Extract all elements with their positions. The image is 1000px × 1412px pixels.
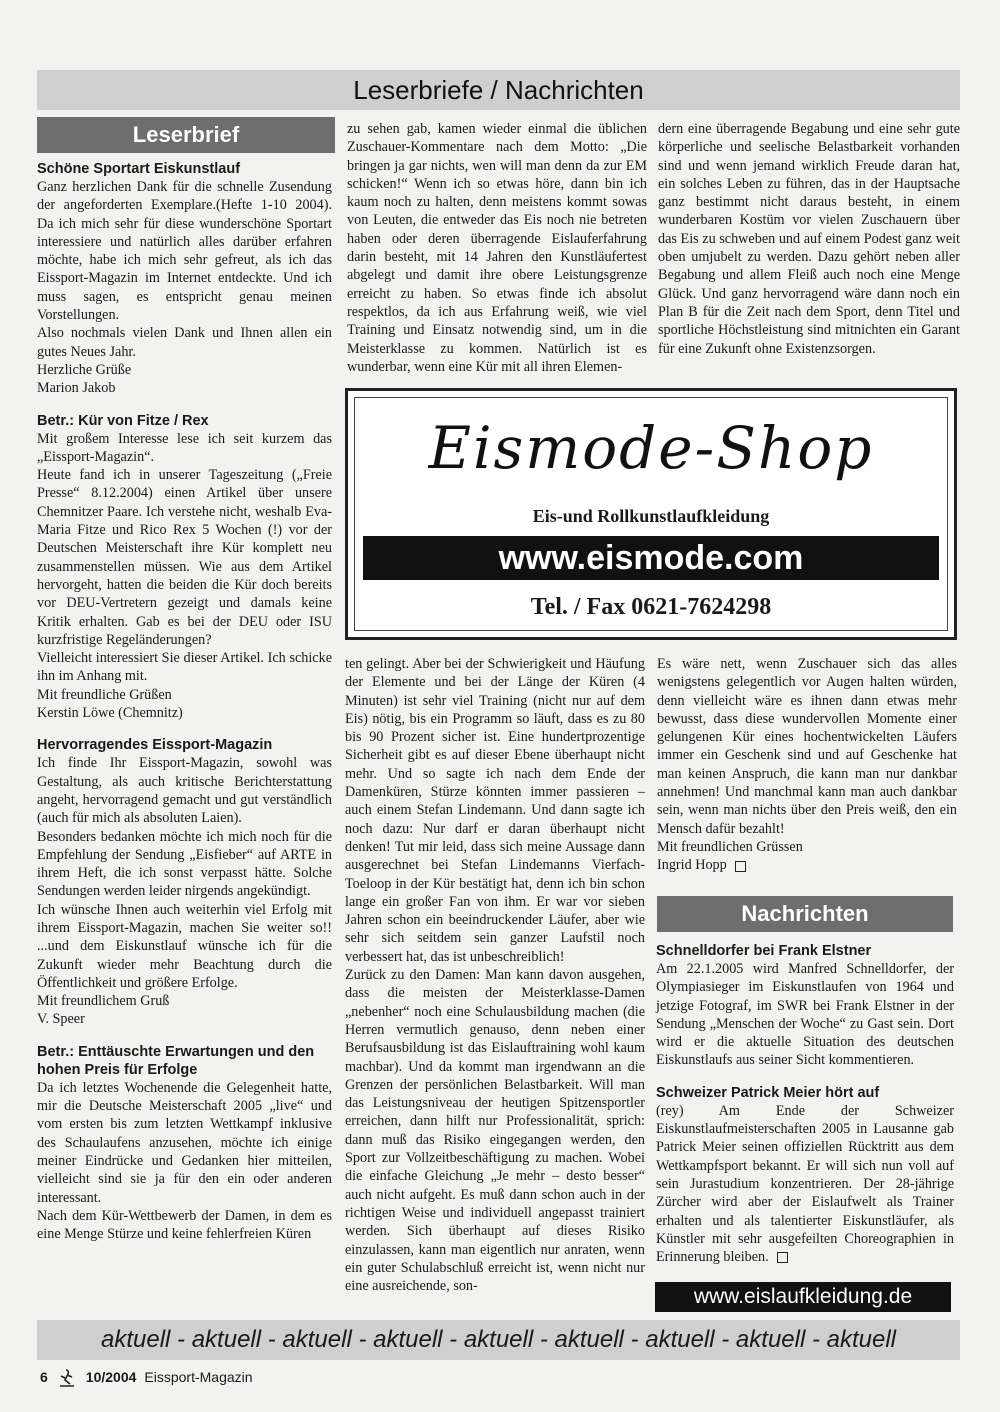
page-footer xyxy=(40,1366,253,1388)
letter-headline: Betr.: Enttäuschte Erwartungen und den hohen Preis für Erfolge xyxy=(37,1043,315,1078)
page-number: 6 xyxy=(40,1369,48,1385)
nachrichten-header: Nachrichten xyxy=(657,896,953,932)
letter-paragraph: Ich wünsche Ihnen auch weiterhin viel Erfolg mit ihrem Eissport-Magazin, machen Sie weiter so!! ...und dem Eiskunstlauf wünsche ich für die Zukunft wieder mehr Beachtung durch die Öffentlichkeit und größere Erfolge. xyxy=(37,901,332,991)
column-leserbrief xyxy=(37,160,332,1243)
letter-paragraph: Also nochmals vielen Dank und Ihnen allen ein gutes Neues Jahr. xyxy=(37,325,332,360)
issue-number: 10/2004 xyxy=(85,1369,137,1385)
ad-telephone: Tel. / Fax 0621-7624298 xyxy=(530,594,772,620)
ad-frame xyxy=(354,397,948,631)
ad-url[interactable]: www.eismode.com xyxy=(363,536,939,580)
news-text: (rey) Am Ende der Schweizer Eiskunstlaufmeisterschaften 2005 in Lausanne gab Patrick Meier seinen offiziellen Rücktritt aus dem Wettkampfsport bekannt. Er will sich nun voll auf sein Jurastudium konzentrieren. Der 28-jährige Zürcher wird aber der Eislaufwelt als Trainer erhalten und als talentierter Eiskunstläufer, als Künstler mit sehr ausgefeilten Choreographien in Erinnerung bleiben. xyxy=(656,1102,954,1266)
news-headline: Schnelldorfer bei Frank Elstner xyxy=(656,943,872,959)
advertisement-eismode xyxy=(345,388,957,640)
letter-paragraph: V. Speer xyxy=(37,1011,85,1028)
letter-paragraph: Nach dem Kür-Wettbewerb der Damen, in dem es eine Menge Stürze und keine fehlerfreien Küren xyxy=(37,1207,332,1243)
letter-continuation-2: dern eine überragende Begabung und eine sehr gute körperliche und seelische Belastbarkeit vorhanden sind und wenn jemand wirklich Freude daran hat, ein solches Leben zu führen, das in der Hauptsache ganz bestimmt nicht daraus besteht, in einem wunderbaren Kostüm vor vielen Zuschauern über das Eis zu schweben und auf einem Podest ganz weit oben umjubelt zu werden. Dazu gehört neben aller Begabung und allem Fleiß auch noch eine Menge Glück. Und ganz hervorragend wäre dann noch ein Plan B für die Zeit nach dem Sport, denn Titel und sportliche Höchstleistung sind mitnichten ein Garant für eine Zukunft ohne Existenzsorgen. xyxy=(658,121,960,357)
ad-subtitle: Eis-und Rollkunstlaufkleidung xyxy=(532,506,770,526)
letter-paragraph: Marion Jakob xyxy=(37,380,116,397)
news-column xyxy=(656,942,954,1266)
column-3-bottom xyxy=(657,655,957,875)
ad-logo-title: Eismode-Shop xyxy=(428,414,874,482)
leserbrief-header: Leserbrief xyxy=(37,117,335,153)
letter-headline: Schöne Sportart Eiskunstlauf xyxy=(37,161,241,177)
paragraph: ten gelingt. Aber bei der Schwierigkeit und Häufung der Elemente und bei der Länge der Küren (4 Minuten) ist sehr viel Training (nicht nur auf dem Eis) nötig, bis ein Programm so läuft, dass es zu 80 bis 90 Prozent sicher ist. Eine hundertprozentige Sicherheit gibt es auf dieser Ebene überhaupt nicht mehr. Und so sagte ich nach dem Ende der Damenküren, Stürze könnten immer passieren – auch einem Stefan Lindemann. Und dann sagte ich noch dazu: Nur darf er daran überhaupt nicht denken! Tut mir leid, dass sich meine Aussage dann ausgerechnet bei Stefan Lindemanns Vierfach-Toeloop in der Kür bestätigt hat, denn ich bin schon lange ein großer Fan von ihm. Er war vor sieben Jahren schon ein beeindruckender Läufer, aber wie sehr sich seitdem sein ganzer Laufstil noch verbessert hat, das ist unbeschreiblich! xyxy=(345,656,645,965)
letter-paragraph: Besonders bedanken möchte ich mich noch für die Empfehlung der Sendung „Eisfieber“ auf ARTE in ihrem Heft, die ich sonst verpasst hätte. Solche Sendungen werden leider nirgends angekündigt. xyxy=(37,828,332,900)
letter-paragraph: Mit freundliche Grüßen xyxy=(37,686,172,703)
column-2-bottom xyxy=(345,655,645,1295)
magazine-name: Eissport-Magazin xyxy=(144,1369,253,1385)
skater-logo-icon xyxy=(56,1366,78,1388)
column-3-top xyxy=(658,120,960,358)
letter-paragraph: Mit großem Interesse lese ich seit kurzem das „Eissport-Magazin“. xyxy=(37,430,332,465)
column-2-top xyxy=(347,120,647,376)
end-square-icon xyxy=(735,861,746,872)
section-banner: Leserbriefe / Nachrichten xyxy=(37,70,960,110)
letter-paragraph: Mit freundlichem Gruß xyxy=(37,993,170,1010)
letter-paragraph: Da ich letztes Wochenende die Gelegenheit hatte, mir die Deutsche Meisterschaft 2005 „live“ und vom ersten bis zum letzten Wettkampf inklusive des Schaulaufens anzusehen, möchte ich einige meiner Eindrücke und Gedanken hier mitteilen, vielleicht sind sie ja für den ein oder anderen interessant. xyxy=(37,1079,332,1206)
letter-paragraph: Kerstin Löwe (Chemnitz) xyxy=(37,705,183,722)
letter-paragraph: Vielleicht interessiert Sie dieser Artikel. Ich schicke ihn im Anhang mit. xyxy=(37,650,332,685)
letter-paragraph: Herzliche Grüße xyxy=(37,361,132,378)
closing: Mit freundlichen Grüssen xyxy=(657,838,803,855)
paragraph: Es wäre nett, wenn Zuschauer sich das alles wenigstens gelegentlich vor Augen halten würden, denn vielleicht wäre es ihnen dann etwas mehr bewusst, dass diese wundervollen Momente einer gelungenen Kür eines hochentwickelten Läufers immer ein Geschenk sind und auf Geschenke hat man keinen Anspruch, die kann man nur dankbar annehmen! Und manchmal kann man auch dankbar sein, wenn man nichts über den Preis weiß, den ein Mensch dafür bezahlt! xyxy=(657,656,957,837)
letter-paragraph: Ganz herzlichen Dank für die schnelle Zusendung der angeforderten Exemplare.(Hefte 1-10 2004). Da ich mich sehr für diese wunderschöne Sportart interessiere und natürlich alles darüber erfahren möchte, habe ich mich sehr gefreut, als ich das Eissport-Magazin im Internet entdeckte. Und ich muss sagen, es entspricht genau meinen Vorstellungen. xyxy=(37,179,332,324)
aktuell-strip: aktuell - aktuell - aktuell - aktuell - aktuell - aktuell - aktuell - aktuell - aktuell xyxy=(37,1320,960,1360)
end-square-icon xyxy=(777,1252,788,1263)
letter-paragraph: Heute fand ich in unserer Tageszeitung („Freie Presse“ 8.12.2004) einen Artikel über unsere Chemnitzer Paare. Ich verstehe nicht, weshalb Eva-Maria Fitze und Rico Rex 5 Wochen (!) vor der Deutschen Meisterschaft ihre Kür komplett neu zusammenstellen müssen. Wie aus dem Artikel hervorgeht, hatten die beiden die Kür doch bereits vor DEU-Vertretern gezeigt und damals keine Kritik erhalten. Gab es bei der DEU oder ISU kurzfristige Regeländerungen? xyxy=(37,467,332,648)
paragraph: Zurück zu den Damen: Man kann davon ausgehen, dass die meisten der Meisterklasse-Damen „nebenher“ noch eine Schulausbildung machen (die Herren vermutlich genauso, denn neben einer Berufsausbildung ist das Eislauftraining wohl kaum machbar). Und da kommt man irgendwann an die Grenzen der persönlichen Belastbarkeit. Will man das Leistungsniveau der heutigen Spitzensportler erreichen, dann hilft nur Professionalität, sprich: dann muß das Risiko eingegangen werden, den Sport zur Vollzeitbeschäftigung zu machen. Wobei die einfache Gleichung „Je mehr – desto besser“ auch nicht aufgeht. Es muß dann schon auch in der richtigen Weise und individuell angepasst trainiert werden. Sich überhaupt auf dieses Risiko einzulassen, kann man eigentlich nur anraten, wenn ein guter Schulabschluß erreicht ist, wenn nicht nur eine ausreichende, son- xyxy=(345,967,645,1295)
news-headline: Schweizer Patrick Meier hört auf xyxy=(656,1084,880,1101)
letter-continuation: zu sehen gab, kamen wieder einmal die üblichen Zuschauer-Kommentare nach dem Motto: „Die bringen ja gar nichts, wen will man denn da zur EM schicken!“ Wenn ich so etwas höre, dann bin ich kaum noch zu halten, denn meistens kommt sowas von Leuten, die entweder das Eis noch nie betreten haben oder deren überragende Eislauferfahrung darin besteht, mit 14 Jahren den Kunstläufertest abgelegt und damit ihre obere Leistungsgrenze erreicht zu haben. So etwas finde ich absolut respektlos, da ich aus Erfahrung weiß, wie viel Training und Einsatz notwendig sind, um in die Meisterklasse zu kommen. Natürlich ist es wunderbar, wenn eine Kür mit all ihren Elemen- xyxy=(347,121,647,375)
letter-paragraph: Ich finde Ihr Eissport-Magazin, sowohl was Gestaltung, als auch kritische Berichterstattung angeht, hervorragend gemacht und gut verständlich (auch für mich als absoluten Laien). xyxy=(37,755,332,827)
letter-headline: Hervorragendes Eissport-Magazin xyxy=(37,737,273,754)
news-text: Am 22.1.2005 wird Manfred Schnelldorfer, der Olympiasieger im Eiskunstlaufen von 1964 und jetzige Fotograf, im SWR bei Frank Elstner in der Sendung „Menschen der Woche“ zu Gast sein. Dort wird er die aktuelle Situation des deutschen Eiskunstlaufs aus seiner Sicht kommentieren. xyxy=(656,961,954,1069)
eislaufkleidung-url[interactable]: www.eislaufkleidung.de xyxy=(655,1282,951,1312)
signature: Ingrid Hopp xyxy=(657,857,727,874)
letter-headline: Betr.: Kür von Fitze / Rex xyxy=(37,412,209,429)
